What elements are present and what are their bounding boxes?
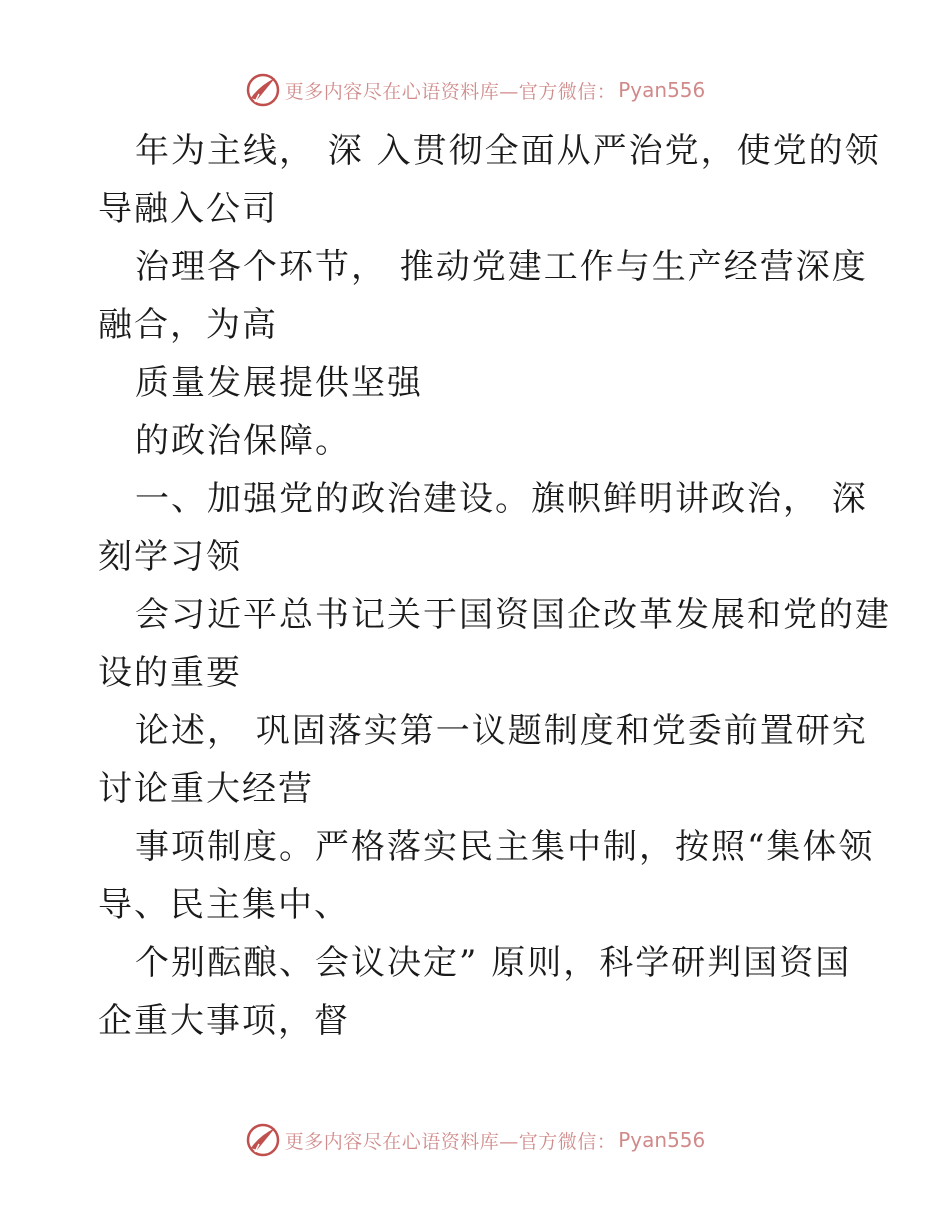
watermark-wechat-id: Pyan556 [618,1128,706,1152]
text-line: 论述， 巩固落实第一议题制度和党委前置研究 [135,711,868,751]
text-line: 的政治保障。 [135,421,351,461]
text-line: 质量发展提供坚强 [135,363,423,403]
text-line: 事项制度。严格落实民主集中制，按照“集体领 [135,827,875,867]
watermark-wechat-id: Pyan556 [618,78,706,102]
text-line: 导融入公司 [98,189,278,229]
text-line: 企重大事项，督 [98,1001,350,1041]
watermark-text: 更多内容尽在心语资料库—官方微信： [284,1130,617,1153]
pen-logo-icon [245,72,281,108]
text-line: 个别酝酿、会议决定” 原则，科学研判国资国 [135,943,852,983]
text-line: 导、民主集中、 [98,885,350,925]
watermark-text: 更多内容尽在心语资料库—官方微信： [284,80,617,103]
text-line: 一、加强党的政治建设。旗帜鲜明讲政治， 深 [135,479,868,519]
document-body [98,122,891,1050]
text-line: 治理各个环节， 推动党建工作与生产经营深度 [135,247,868,287]
text-line: 刻学习领 [98,537,242,577]
text-line: 设的重要 [98,653,242,693]
text-line: 讨论重大经营 [98,769,314,809]
text-line: 融合，为高 [98,305,278,345]
header-watermark [0,70,950,110]
footer-watermark [0,1120,950,1160]
text-line: 会习近平总书记关于国资国企改革发展和党的建 [135,595,891,635]
text-line: 年为主线， 深 入贯彻全面从严治党，使党的领 [135,131,881,171]
pen-logo-icon [245,1122,281,1158]
